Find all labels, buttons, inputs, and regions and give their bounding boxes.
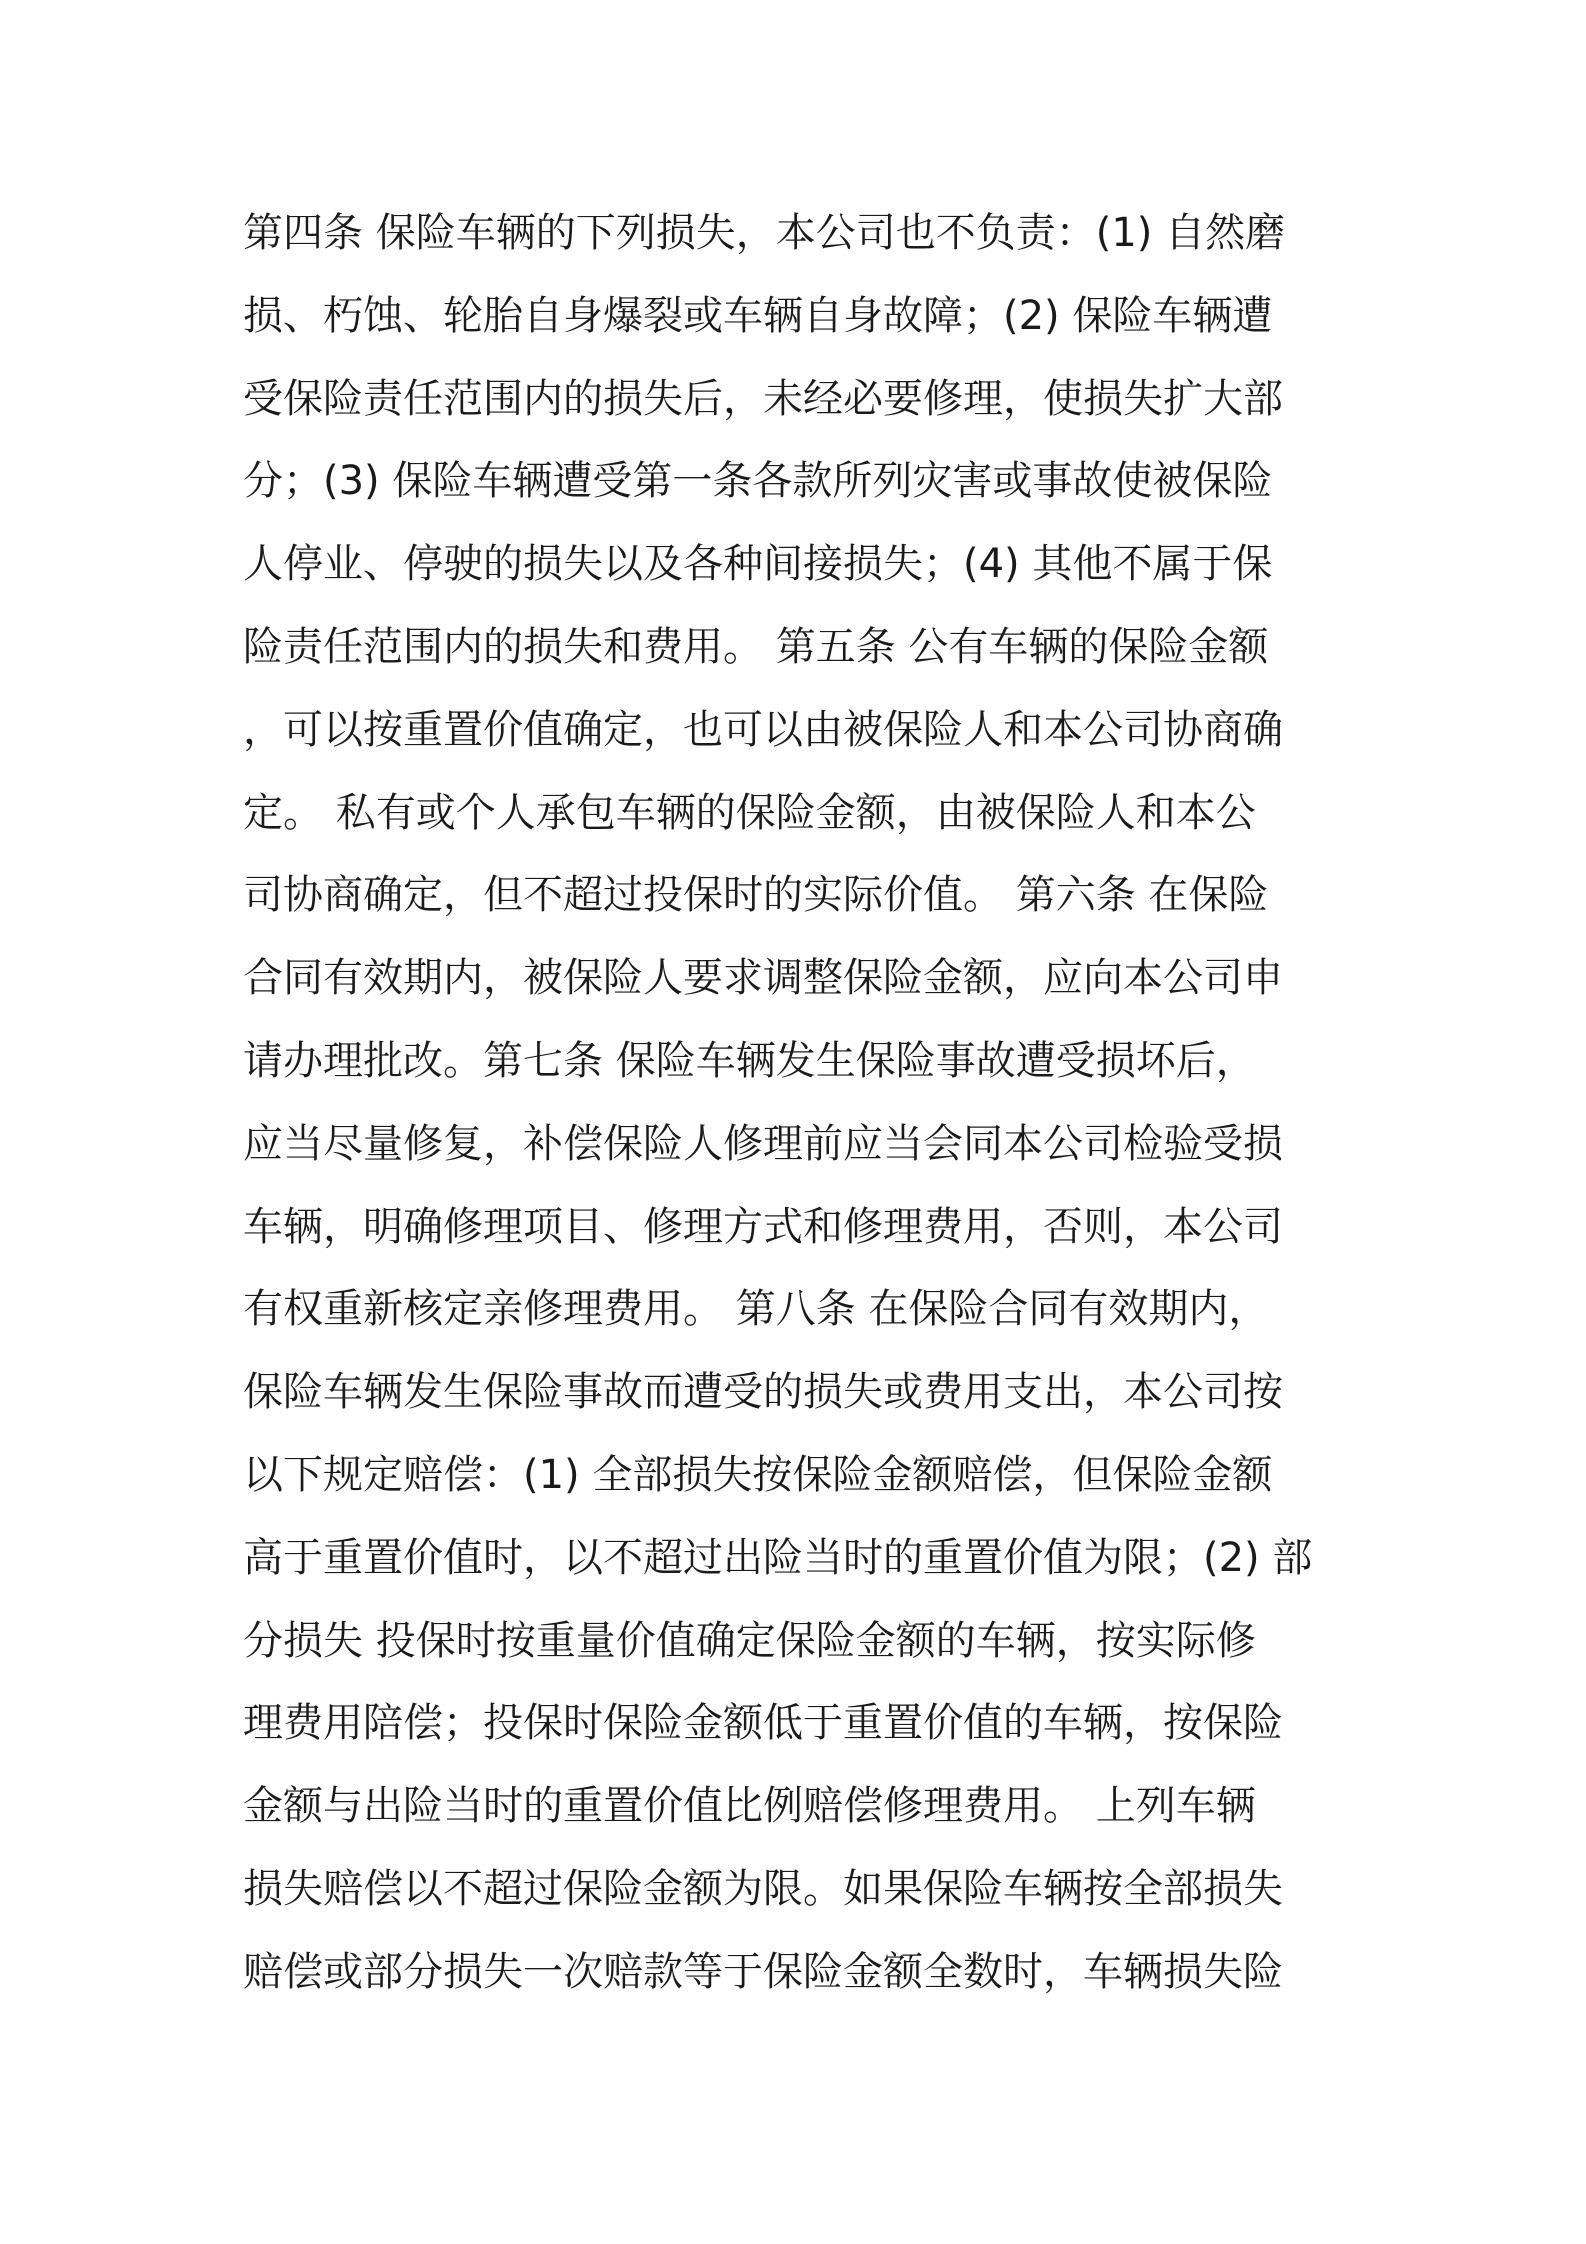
text-line: 人停业、停驶的损失以及各种间接损失；(4) 其他不属于保	[243, 541, 1273, 588]
text-line: 定。 私有或个人承包车辆的保险金额，由被保险人和本公	[243, 789, 1256, 836]
text-line: 损、朽蚀、轮胎自身爆裂或车辆自身故障；(2) 保险车辆遭	[243, 292, 1273, 339]
text-line: 有权重新核定亲修理费用。 第八条 在保险合同有效期内，	[243, 1286, 1269, 1333]
text-line: 保险车辆发生保险事故而遭受的损失或费用支出，本公司按	[243, 1369, 1283, 1416]
text-line: 赔偿或部分损失一次赔款等于保险金额全数时，车辆损失险	[243, 1948, 1283, 1995]
text-line: 理费用陪偿；投保时保险金额低于重置价值的车辆，按保险	[243, 1700, 1283, 1747]
text-line: 险责任范围内的损失和费用。 第五条 公有车辆的保险金额	[243, 623, 1269, 670]
text-line: 司协商确定，但不超过投保时的实际价值。 第六条 在保险	[243, 872, 1269, 919]
text-line: ，可以按重置价值确定，也可以由被保险人和本公司协商确	[243, 706, 1283, 753]
text-line: 分损失 投保时按重量价值确定保险金额的车辆，按实际修	[243, 1617, 1256, 1664]
text-line: 分；(3) 保险车辆遭受第一条各款所列灾害或事故使被保险	[243, 458, 1273, 505]
text-line: 第四条 保险车辆的下列损失，本公司也不负责：(1) 自然磨	[243, 210, 1286, 256]
text-line: 车辆，明确修理项目、修理方式和修理费用，否则，本公司	[243, 1203, 1283, 1250]
body-text	[243, 192, 1353, 2014]
text-line: 金额与出险当时的重置价值比例赔偿修理费用。 上列车辆	[243, 1783, 1256, 1830]
text-line: 以下规定赔偿：(1) 全部损失按保险金额赔偿，但保险金额	[243, 1451, 1273, 1498]
text-line: 请办理批改。第七条 保险车辆发生保险事故遭受损坏后，	[243, 1037, 1256, 1084]
text-line: 高于重置价值时，以不超过出险当时的重置价值为限；(2) 部	[243, 1534, 1313, 1581]
text-line: 损失赔偿以不超过保险金额为限。如果保险车辆按全部损失	[243, 1865, 1283, 1912]
text-line: 受保险责任范围内的损失后，未经必要修理，使损失扩大部	[243, 375, 1283, 422]
text-line: 合同有效期内，被保险人要求调整保险金额，应向本公司申	[243, 955, 1283, 1002]
text-line: 应当尽量修复，补偿保险人修理前应当会同本公司检验受损	[243, 1120, 1283, 1167]
